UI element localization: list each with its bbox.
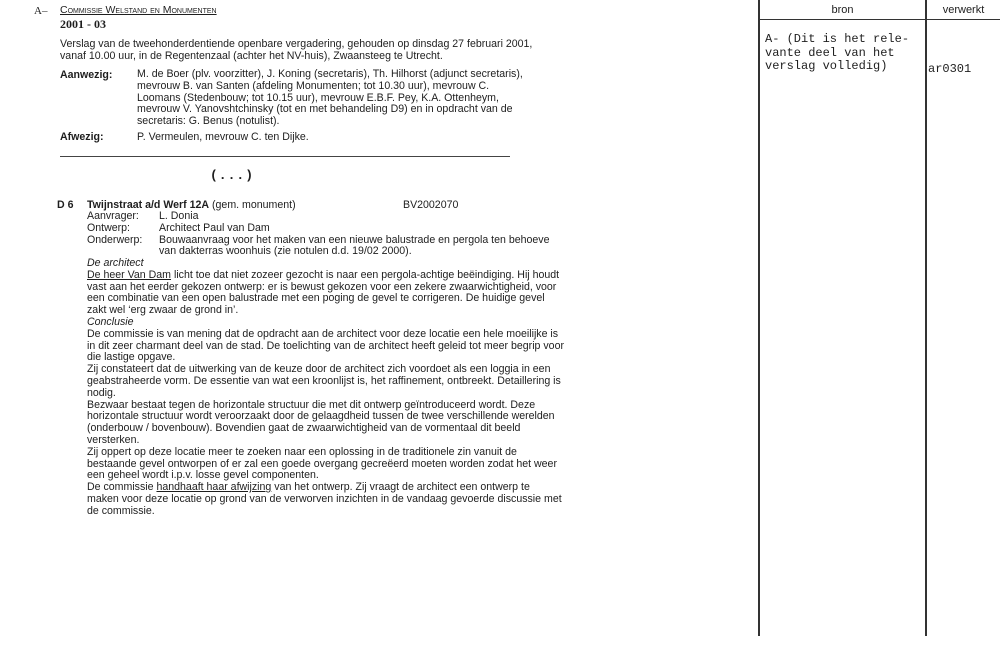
source-note [765, 33, 909, 74]
body-text: geabstraheerde vorm. De essentie van wat een kroonlijst is, het raffinement, ontbreekt. Detaillering is [87, 374, 561, 387]
body-line [87, 494, 564, 506]
body-text: licht toe dat niet zozeer gezocht is naar een pergola-achtige beëindiging. Hij houdt [171, 268, 560, 281]
report-number: 2001 - 03 [60, 17, 106, 31]
body-text: Zij constateert dat de uitwerking van de keuze door de architect zich voordoet als een loggia in een [87, 363, 551, 376]
body-text: nodig. [87, 386, 116, 399]
body-line [87, 305, 564, 317]
field-value: van dakterras woonhuis (zie notulen d.d. 19/02 2000). [159, 245, 412, 258]
source-note-line: verslag volledig) [765, 59, 888, 73]
intro-line: Verslag van de tweehonderdentiende openbare vergadering, gehouden op dinsdag 27 februari 2001, [60, 38, 533, 50]
section-heading: Conclusie [87, 315, 134, 328]
body-text: Bezwaar bestaat tegen de horizontale structuur die met dit ontwerp geïntroduceerd wordt. Deze [87, 398, 536, 411]
source-note-line: A- (Dit is het rele- [765, 32, 910, 46]
body-text: horizontale structuur wordt veroorzaakt door de gelaagdheid tussen de twee verschillende werelden [87, 410, 555, 423]
column-header-processed: verwerkt [942, 4, 985, 16]
item-title: Twijnstraat a/d Werf 12A [87, 199, 210, 211]
body-text: de commissie. [87, 504, 155, 517]
body-text: in dit zeer charmant deel van de stad. De toelichting van de architect heeft geleid tot meer begrip voor [87, 339, 564, 352]
column-header-source: bron [831, 4, 854, 16]
intro-line: vanaf 10.00 uur, in de Regentenzaal (achter het NV-huis), Zwaansteeg te Utrecht. [60, 49, 443, 62]
item-title-note: (gem. monument) [209, 199, 296, 211]
divider [60, 156, 510, 157]
body-text: een combinatie van een open balustrade met een poging de gevel te corrigeren. De huidige gevel [87, 292, 545, 305]
source-marker: A– [34, 5, 48, 17]
intro-paragraph [60, 39, 532, 63]
omission-marker: (...) [210, 168, 255, 183]
table-header-rule [758, 19, 1000, 20]
source-note-line: vante deel van het [765, 45, 895, 60]
field-value: Architect Paul van Dam [159, 221, 270, 234]
body-text: van het ontwerp. Zij vraagt de architect een ontwerp te [271, 481, 530, 494]
field-label: Onderwerp: [87, 233, 143, 246]
table-border-middle [925, 0, 927, 636]
commission-name: Commissie Welstand en Monumenten [60, 4, 217, 16]
body-text: versterken. [87, 433, 140, 446]
table-border-left [758, 0, 760, 636]
underlined-text: De heer Van Dam [87, 268, 172, 281]
absent-label: Afwezig: [60, 131, 104, 143]
underlined-text: handhaaft haar afwijzing [156, 481, 272, 494]
present-line: M. de Boer (plv. voorzitter), J. Koning (secretaris), Th. Hilhorst (adjunct secretaris), [137, 68, 523, 80]
present-line: secretaris: G. Benus (notulist). [137, 115, 280, 128]
processed-code: ar0301 [928, 62, 972, 76]
present-list [137, 69, 523, 128]
item-code: D 6 [57, 199, 74, 211]
item-reference: BV2002070 [403, 199, 459, 211]
absent-list: P. Vermeulen, mevrouw C. ten Dijke. [137, 131, 309, 143]
body-line [87, 506, 564, 518]
present-line: Loomans (Stedenbouw; tot 10.15 uur), mevrouw E.B.F. Pey, K.A. Ottenheym, [137, 91, 499, 104]
body-line [87, 423, 564, 435]
item-body [87, 258, 564, 518]
field-label: Aanvrager: [87, 210, 139, 222]
field-label: Ontwerp: [87, 221, 130, 234]
present-line: mevrouw V. Yanovshtchinsky (tot en met behandeling D9) en in opdracht van de [137, 103, 513, 116]
section-heading: De architect [87, 257, 144, 269]
body-text: zakt wel ‘erg zwaar de grond in’. [87, 304, 239, 317]
body-text: maken voor deze locatie op grond van de verworven inzichten in de vandaag gevoerde discussie met [87, 492, 562, 505]
body-text: bestaande gevel ontworpen of er zal een goede overgang gecreëerd moeten worden zodat het weer [87, 457, 557, 470]
present-line: mevrouw B. van Santen (afdeling Monumenten; tot 10.30 uur), mevrouw C. [137, 79, 490, 92]
field-row [87, 211, 549, 223]
field-row [87, 246, 549, 258]
body-text: (onderbouw / bovenbouw). Bovendien gaat de zwaarwichtigheid van de vormentaal dit beeld [87, 422, 521, 435]
field-value: L. Donia [159, 210, 199, 222]
body-text: die lastige opgave. [87, 351, 176, 364]
body-text: De commissie is van mening dat de opdracht aan de architect voor deze locatie een hele moeilijke is [87, 327, 559, 340]
item-fields [87, 211, 549, 258]
body-text: vast aan het eerder gekozen ontwerp: er is bewust gekozen voor een zekere zwaarwichtigheid, voor [87, 280, 557, 293]
body-text: De commissie [87, 481, 157, 494]
body-line [87, 376, 564, 388]
body-text: Zij oppert op deze locatie meer te zoeken naar een oplossing in de traditionele zin vanuit de [87, 445, 517, 458]
body-text: een geheel wordt i.p.v. losse gevel componenten. [87, 469, 319, 482]
field-value: Bouwaanvraag voor het maken van een nieuwe balustrade en pergola ten behoeve [159, 233, 550, 246]
present-label: Aanwezig: [60, 69, 113, 81]
